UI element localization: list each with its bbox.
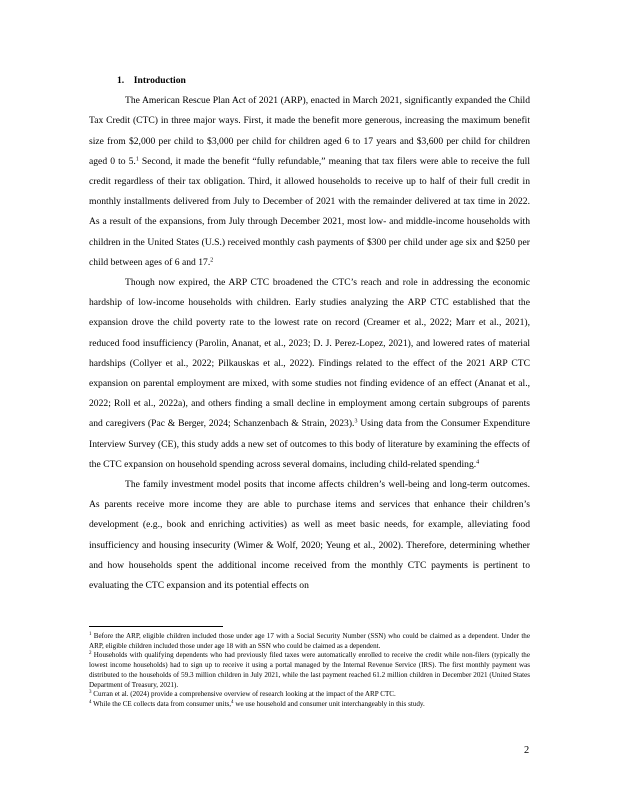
- footnote-number: 3: [89, 690, 92, 696]
- body-text: [89, 71, 530, 596]
- footnote-text: Before the ARP, eligible children included those under age 17 with a Social Security Number (SSN) who could be claimed as a dependent. Under the ARP, eligible children included those under age 18 with an SSN who could be claimed as a dependent.: [89, 632, 530, 650]
- footnote-number: 1: [89, 632, 92, 638]
- paragraph-text: The American Rescue Plan Act of 2021 (ARP), enacted in March 2021, significantly expanded the Child Tax Credit (CTC) in three major ways. First, it made the benefit more generous, increasing the maximum benefit size from $2,000 per child to $3,000 per child for children aged 6 to 17 years and $3,600 per child for children aged 0 to 5.: [89, 95, 530, 167]
- page-number: 2: [524, 745, 530, 756]
- paragraph-text: Second, it made the benefit “fully refundable,” meaning that tax filers were able to receive the full credit regardless of their tax obligation. Third, it allowed households to receive up to half of their full credit in monthly installments delivered from July to December of 2021 with the remainder delivered at tax time in 2022. As a result of the expansions, from July through December 2021, most low- and middle-income households with children in the United States (U.S.) received monthly cash payments of $300 per child under age six and $250 per child between ages of 6 and 17.: [89, 155, 530, 268]
- footnote-text: While the CE collects data from consumer units,: [91, 699, 232, 708]
- footnote-rule: [89, 626, 223, 627]
- section-heading: 1. Introduction: [117, 75, 186, 86]
- paragraphs: [89, 91, 530, 596]
- paragraph: [89, 475, 530, 596]
- paragraph-text: Though now expired, the ARP CTC broadened the CTC’s reach and role in addressing the economic hardship of low-income households with children. Early studies analyzing the ARP CTC established that the expansion drove the child poverty rate to the lowest rate on record (Creamer et al., 2022; Marr et al., 2021), reduced food insufficiency (Parolin, Ananat, et al., 2023; D. J. Perez-Lopez, 2021), and lowered rates of material hardships (Collyer et al., 2022; Pilkauskas et al., 2022). Findings related to the effect of the 2021 ARP CTC expansion on parental employment are mixed, with some studies not finding evidence of an effect (Ananat et al., 2022; Roll et al., 2022a), and others finding a small decline in employment among certain subgroups of parents and caregivers (Pac & Berger, 2024; Schanzenbach & Strain, 2023).: [89, 277, 530, 430]
- footnote-number: 4: [89, 700, 92, 706]
- footnote-text: we use household and consumer unit interchangeably in this study.: [233, 699, 425, 708]
- footnote: [89, 690, 530, 700]
- paragraph: [89, 273, 530, 475]
- footnotes: [89, 632, 530, 710]
- footnote-text: Households with qualifying dependents who had previously filed taxes were automatically enrolled to receive the credit while non-filers (typically the lowest income households) had to sign up to receive it using a portal managed by the Internal Revenue Service (IRS). The first monthly payment was distributed to the households of 59.3 million children in July 2021, while the last payment reached 61.2 million children in December 2021 (United States Department of Treasury, 2021).: [89, 651, 530, 689]
- footnote-text: Curran et al. (2024) provide a comprehensive overview of research looking at the impact of the ARP CTC.: [91, 690, 396, 699]
- footnote-number: 2: [89, 651, 92, 657]
- footnote-marker: 3: [354, 418, 358, 425]
- footnote: [89, 632, 530, 651]
- footnote-marker: 1: [135, 156, 139, 163]
- paragraph: [89, 91, 530, 273]
- footnote: [89, 651, 530, 690]
- footnote-marker: 2: [210, 257, 214, 264]
- footnote-marker: 4: [231, 700, 234, 706]
- footnote-marker: 4: [476, 459, 480, 466]
- paragraph-text: The family investment model posits that income affects children’s well-being and long-term outcomes. As parents receive more income they are able to purchase items and services that enhance their children’s development (e.g., book and enriching activities) as well as meet basic needs, for example, alleviating food insufficiency and housing insecurity (Wimer & Wolf, 2020; Yeung et al., 2002). Therefore, determining whether and how households spent the additional income received from the monthly CTC payments is pertinent to evaluating the CTC expansion and its potential effects on: [89, 479, 530, 592]
- footnote: [89, 700, 530, 710]
- paragraph-text: Using data from the Consumer Expenditure Interview Survey (CE), this study adds a new set of outcomes to this body of literature by examining the effects of the CTC expansion on household spending across several domains, including child-related spending.: [89, 418, 530, 470]
